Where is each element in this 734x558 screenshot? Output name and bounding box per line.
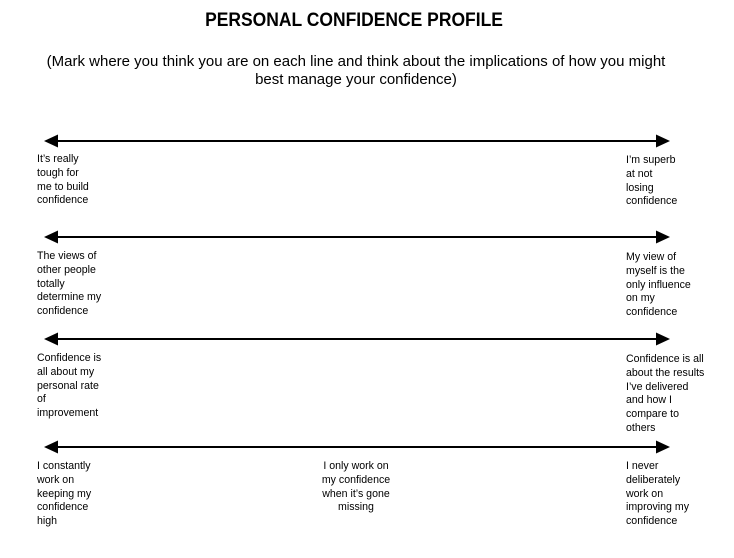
page-title: PERSONAL CONFIDENCE PROFILE: [205, 10, 503, 31]
scale-line-3[interactable]: [44, 332, 670, 346]
scale-3-left-label: Confidence is all about my personal rate of improvement: [37, 352, 102, 420]
scale-line-4[interactable]: [44, 440, 670, 454]
scale-1-right-label: I’m superb at not losing confidence: [626, 154, 678, 208]
scale-1-left-label: It’s really tough for me to build confidence: [37, 153, 89, 207]
scale-2-right-label: My view of myself is the only influence on my confidence: [626, 251, 691, 319]
scale-4-left-label: I constantly work on keeping my confidence high: [37, 460, 92, 528]
scale-4-right-label: I never deliberately work on improving my confidence: [626, 460, 689, 528]
scale-2-left-label: The views of other people totally determine my confidence: [37, 250, 102, 318]
scale-line-1[interactable]: [44, 134, 670, 148]
scale-3-right-label: Confidence is all about the results I’ve delivered and how I compare to others: [626, 353, 705, 434]
scale-4-middle-label: I only work on my confidence when it’s gone missing: [321, 460, 391, 514]
scale-line-2[interactable]: [44, 230, 670, 244]
instructions-text: (Mark where you think you are on each line and think about the implications of how you might best manage your confidence): [46, 53, 666, 88]
